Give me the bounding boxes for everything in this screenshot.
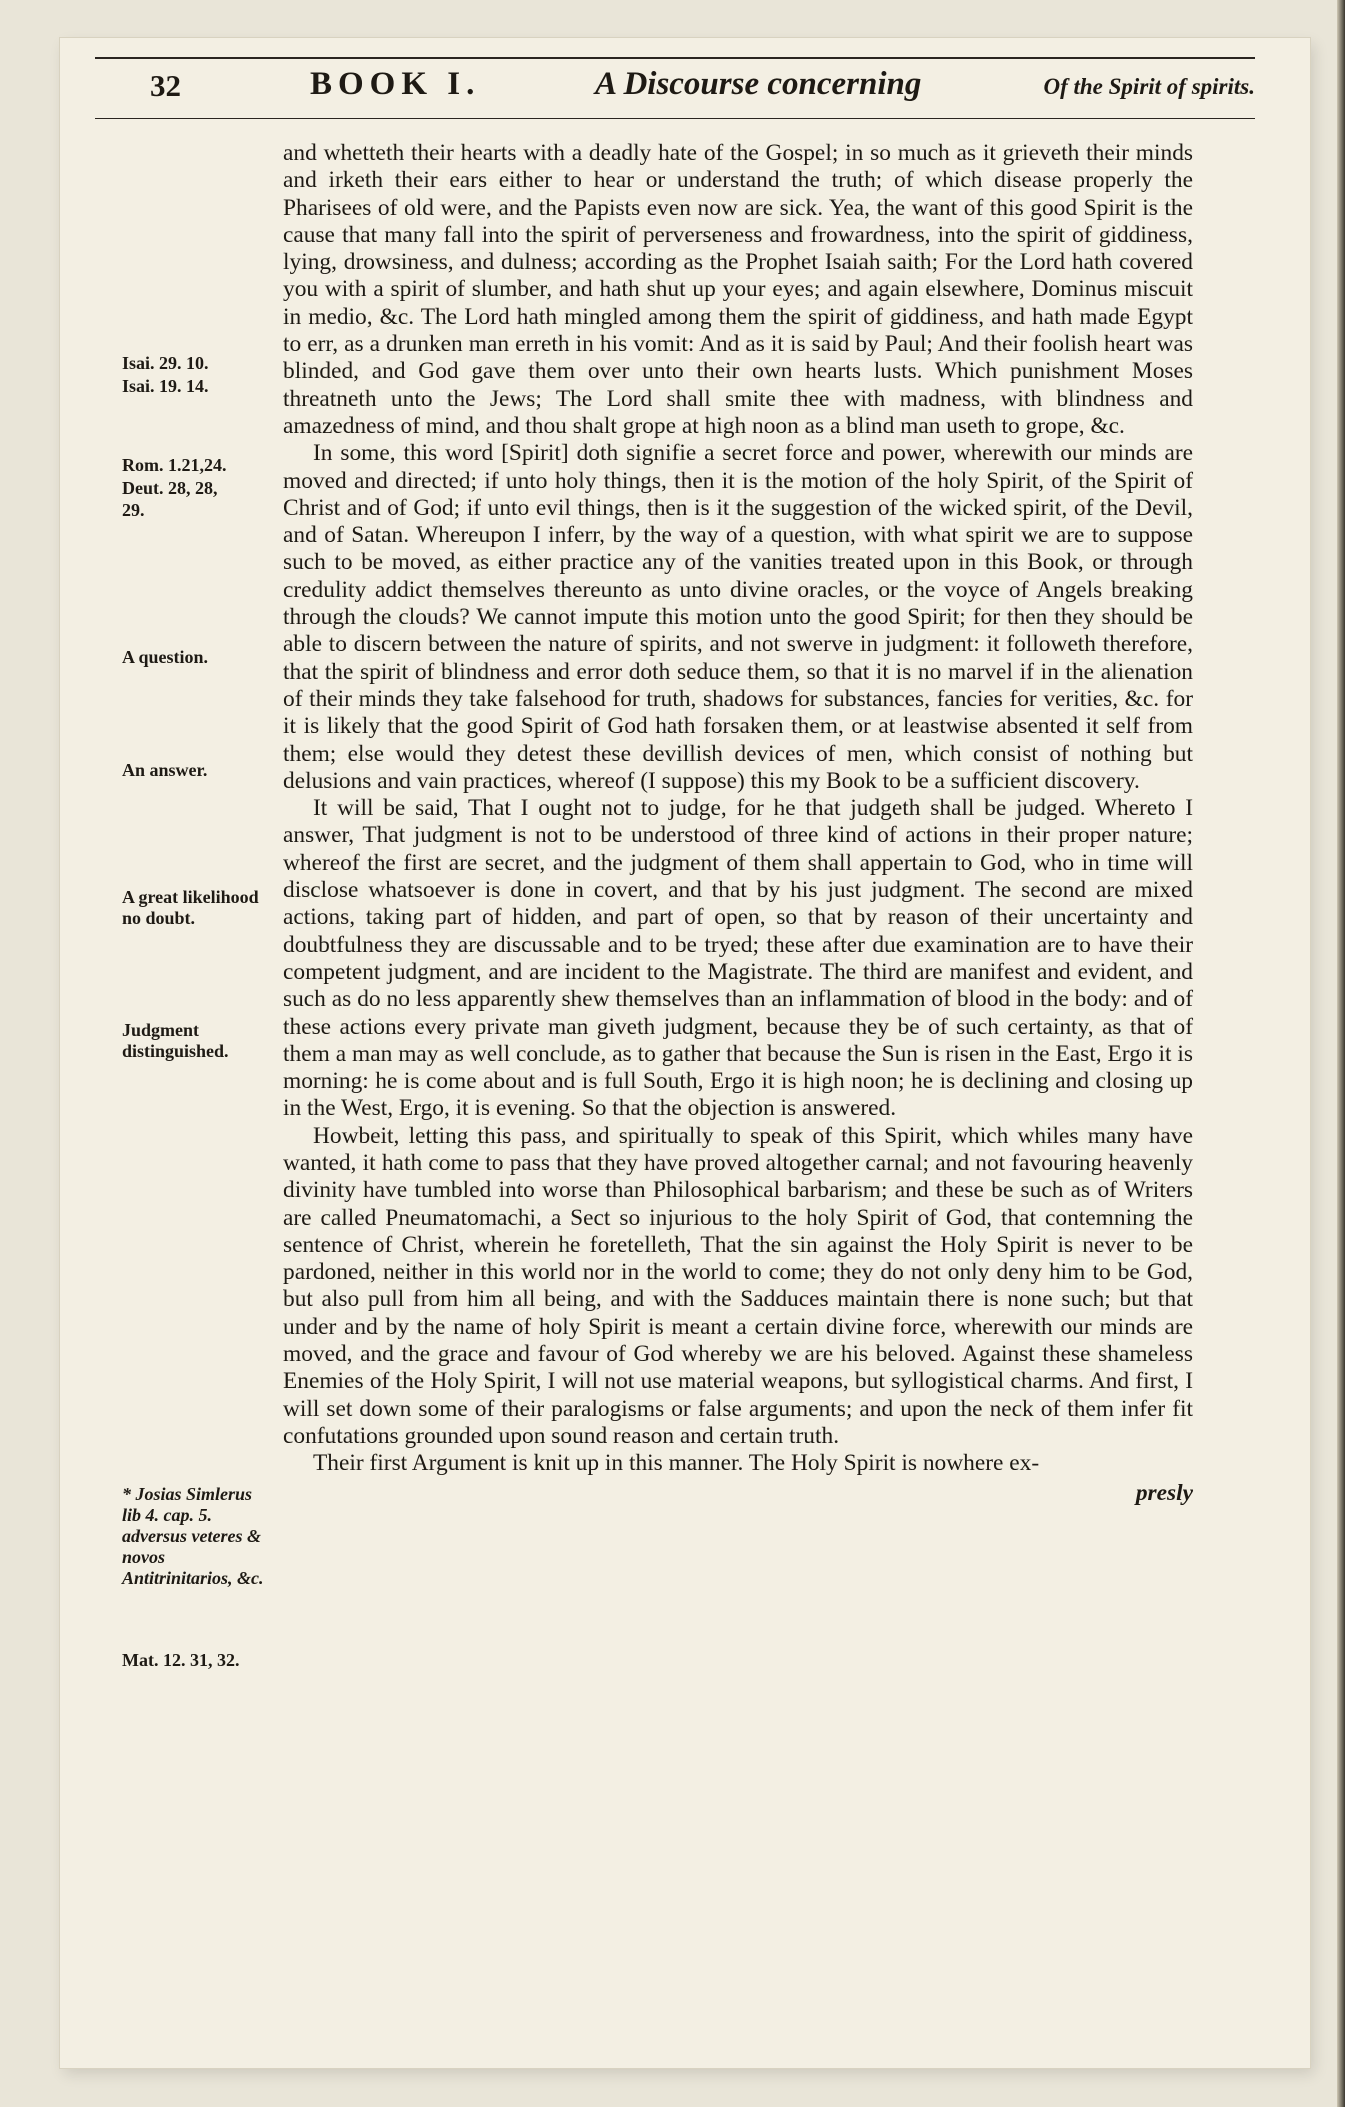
margin-note: Mat. 12. 31, 32. (122, 1650, 240, 1670)
paragraph: and whetteth their hearts with a deadly hate of the Gospel; in so much as it grieveth their minds and irketh their ears either to hear or understand the truth; of which disease properly the Pharisees of old were, and the Papists even now are sick. Yea, the want of this good Spirit is the cause that many fall into the spirit of perverseness and frowardness, into the spirit of giddiness, lying, drowsiness, and dulness; according as the Prophet Isaiah saith; For the Lord hath covered you with a spirit of slumber, and hath shut up your eyes; and again elsewhere, Dominus miscuit in medio, &c. The Lord hath mingled among them the spirit of giddiness, and hath made Egypt to err, as a drunken man erreth in his vomit: And as it is said by Paul; And their foolish heart was blinded, and God gave them over unto their own hearts lusts. Which punishment Moses threatneth unto the Jews; The Lord shall smite thee with madness, with blindness and amazedness of mind, and thou shalt grope at high noon as a blind man useth to grope, &c. (283, 140, 1193, 439)
margin-note: Rom. 1.21,24. (122, 455, 227, 475)
margin-note: Isai. 29. 10. (122, 353, 209, 373)
running-head (95, 62, 1255, 114)
margin-note: A question. (122, 647, 209, 667)
paragraph: Their first Argument is knit up in this manner. The Holy Spirit is nowhere ex- (313, 1450, 1040, 1477)
paragraph: Howbeit, letting this pass, and spiritually to speak of this Spirit, which whiles many have wanted, it hath come to pass that they have proved altogether carnal; and not favouring heavenly divinity have tumbled into worse than Philosophical barbarism; and these be such as of Writers are called Pneumatomachi, a Sect so injurious to the holy Spirit of God, that contemning the sentence of Christ, wherein he foretelleth, That the sin against the Holy Spirit is never to be pardoned, neither in this world nor in the world to come; they do not only deny him to be God, but also pull from him all being, and with the Sadduces maintain there is none such; but that under and by the name of holy Spirit is meant a certain divine force, wherewith our minds are moved, and the grace and favour of God whereby we are his beloved. Against these shameless Enemies of the Holy Spirit, I will not use material weapons, but syllogistical charms. And first, I will set down some of their paralogisms or false arguments; and upon the neck of them infer fit confutations grounded upon sound reason and certain truth. (283, 1122, 1193, 1449)
paragraph: In some, this word [Spirit] doth signifie a secret force and power, wherewith our minds are moved and directed; if unto holy things, then it is the motion of the holy Spirit, of the Spirit of Christ and of God; if unto evil things, then is it the suggestion of the wicked spirit, of the Devil, and of Satan. Whereupon I inferr, by the way of a question, with what spirit we are to suppose such to be moved, as either practice any of the vanities treated upon in this Book, or through credulity addict themselves thereunto as unto divine oracles, or the voyce of Angels breaking through the clouds? We cannot impute this motion unto the good Spirit; for then they should be able to discern between the nature of spirits, and not swerve in judgment: it followeth therefore, that the spirit of blindness and error doth seduce them, so that it is no marvel if in the alienation of their minds they take falsehood for truth, shadows for substances, fancies for verities, &c. for it is likely that the good Spirit of God hath forsaken them, or at leastwise absented it self from them; else would they detest these devillish devices of men, which consist of nothing but delusions and vain practices, whereof (I suppose) this my Book to be a sufficient discovery. (283, 440, 1193, 794)
page-number: 32 (150, 68, 181, 103)
catchword: presly (1135, 1479, 1193, 1506)
margin-note: Isai. 19. 14. (122, 376, 209, 396)
margin-note: 29. (122, 500, 145, 520)
margin-note: * Josias Simlerus lib 4. cap. 5. adversus veteres & novos Antitrinitarios, &c. (122, 1484, 264, 1588)
margin-note: A great likelihood no doubt. (122, 887, 259, 928)
main-text (283, 140, 1193, 1507)
binding-edge (1337, 0, 1345, 2107)
paragraph: It will be said, That I ought not to judge, for he that judgeth shall be judged. Whereto I answer, That judgment is not to be understood of three kind of actions in their proper nature; whereof the first are secret, and the judgment of them shall appertain to God, who in time will disclose whatsoever is done in covert, and that by his just judgment. The second are mixed actions, taking part of hidden, and part of open, so that by reason of their uncertainty and doubtfulness they are discussable and to be tryed; these after due examination are to have their competent judgment, and are incident to the Magistrate. The third are manifest and evident, and such as do no less apparently shew themselves than an inflammation of blood in the body: and of these actions every private man giveth judgment, because they be of such certainty, as that of them a man may as well conclude, as to gather that because the Sun is risen in the East, Ergo it is morning: he is come about and is full South, Ergo it is high noon; he is declining and closing up in the West, Ergo, it is evening. So that the objection is answered. (283, 795, 1193, 1122)
header-rule-bottom (95, 118, 1255, 119)
margin-note: Judgment distinguished. (122, 1020, 229, 1061)
book-label: BOOK I. (310, 66, 481, 102)
margin-note: Deut. 28, 28, (122, 478, 218, 498)
running-title-left: A Discourse concerning (595, 66, 922, 102)
header-rule-top (95, 57, 1255, 59)
running-title-right: Of the Spirit of spirits. (1043, 74, 1255, 99)
margin-note: An answer. (122, 760, 208, 780)
